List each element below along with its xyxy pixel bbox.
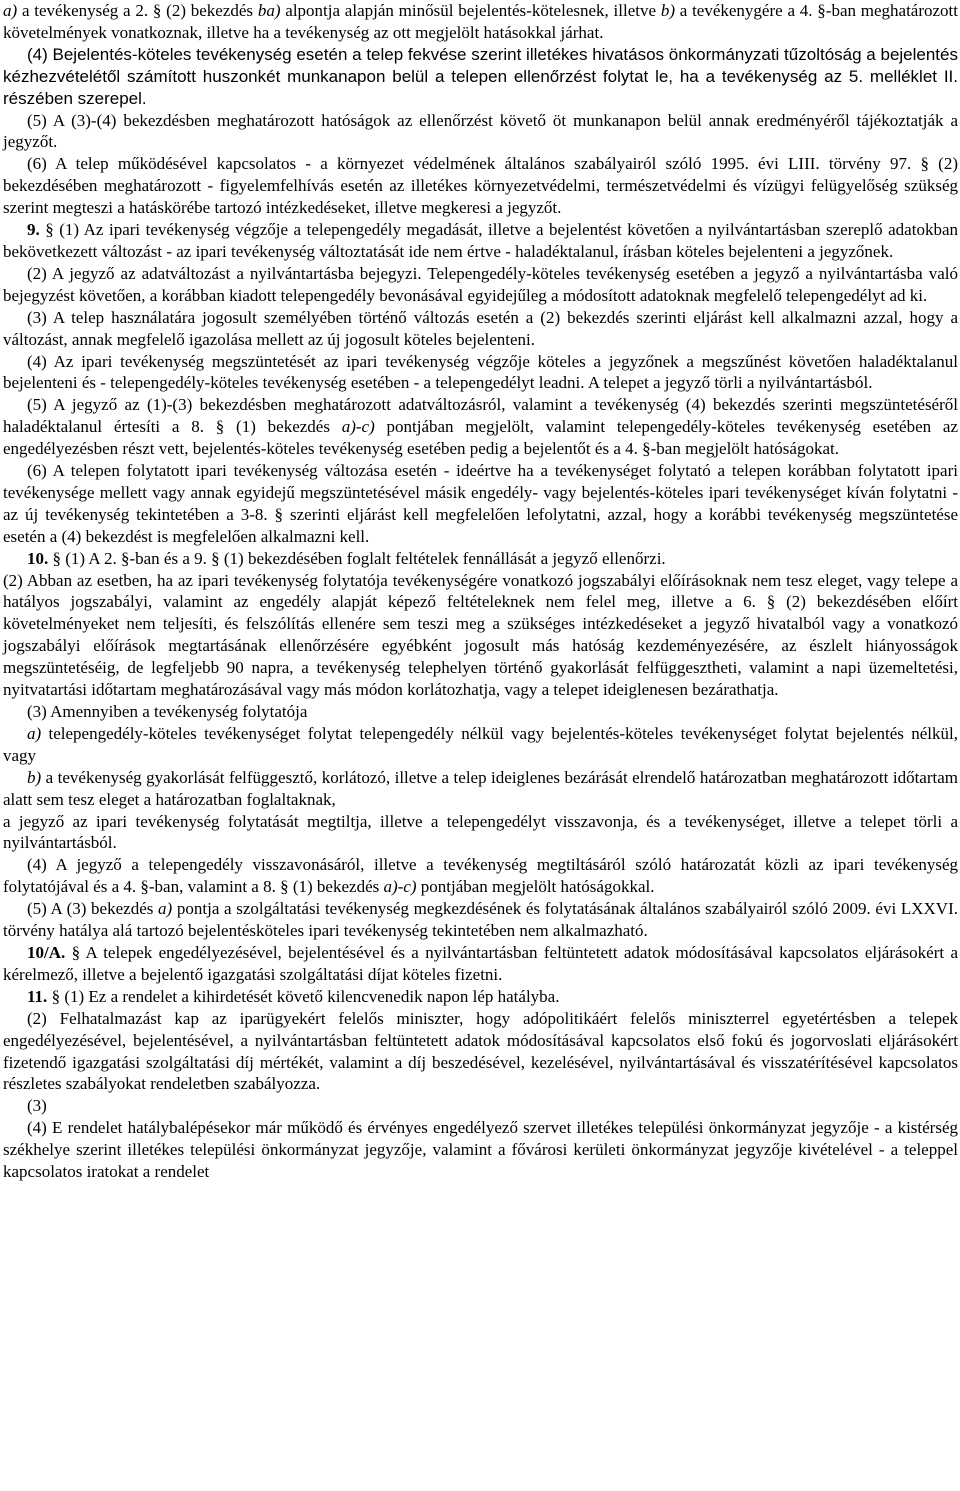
italic-reference: ba) xyxy=(257,1,281,20)
paragraph-p14 xyxy=(3,723,958,767)
paragraph-p11 xyxy=(3,548,958,570)
section-number: 11. xyxy=(27,986,48,1006)
paragraph-text: § (1) Az ipari tevékenység végzője a telepengedély megadását, illetve a bejelentést követően a nyilvántartásban szereplő adatokban bekövetkezett változást - az ipari tevékenység változtatását ide nem értve - haladéktalanul, írásban köteles bejelenteni a jegyzőnek. xyxy=(3,220,958,261)
italic-reference: a) xyxy=(3,1,18,20)
paragraph-p17 xyxy=(3,854,958,898)
paragraph-p23 xyxy=(3,1117,958,1183)
paragraph-p20 xyxy=(3,986,958,1008)
paragraph-text: (3) Amennyiben a tevékenység folytatója xyxy=(27,702,308,721)
paragraph-text: a jegyző az ipari tevékenység folytatását megtiltja, illetve a telepengedélyt visszavonja, és a tevékenységet, illetve a telepet törli a nyilvántartásból. xyxy=(3,811,958,853)
italic-reference: a) xyxy=(158,899,173,919)
paragraph-p4 xyxy=(3,153,958,219)
paragraph-text: § A telepek engedélyezésével, bejelentésével és a nyilvántartásban feltüntetett adatok módosításával kapcsolatos eljárásokért a kérelmező, illetve a bejelentő igazgatási szolgáltatási díjat köteles fizetni. xyxy=(3,942,958,984)
italic-reference: b) xyxy=(27,767,42,787)
paragraph-p16 xyxy=(3,811,958,855)
paragraph-p19 xyxy=(3,942,958,986)
paragraph-p21 xyxy=(3,1008,958,1096)
paragraph-text: (3) A telep használatára jogosult személyében történő változás esetén a (2) bekezdés szerinti eljárást kell alkalmazni azzal, hogy a változást, annak megfelelő igazolása mellett az új jogosult köteles bejelenteni. xyxy=(3,307,958,349)
paragraph-text: a tevékenység a 2. § (2) bekezdés xyxy=(17,1,258,20)
paragraph-p8 xyxy=(3,351,958,395)
paragraph-text: (6) A telep működésével kapcsolatos - a környezet védelmének általános szabályairól szóló 1995. évi LIII. törvény 97. § (2) bekezdésében meghatározott - figyelemfelhívás esetén az illetékes környezetvédelmi, természetvédelmi és vízügyi felügyelőség szükség szerint megteszi a hatáskörébe tartozó intézkedéseket, illetve megkeresi a jegyzőt. xyxy=(3,154,958,218)
paragraph-text: (4) Az ipari tevékenység megszüntetését az ipari tevékenység végzője köteles a jegyzőnek a megszűnést követően haladéktalanul bejelenteni és - telepengedély-köteles tevékenység esetében - a telepengedélyt leadni. A telepet a jegyző törli a nyilvántartásból. xyxy=(3,351,958,393)
paragraph-text: a tevékenygére a 4. §-ban meghatározott követelmények vonatkoznak, illetve ha a tevékenység az ott megjelölt hatásokkal járhat. xyxy=(3,1,959,42)
paragraph-p12 xyxy=(3,570,958,701)
paragraph-p5 xyxy=(3,219,958,263)
paragraph-text: (4) Bejelentés-köteles tevékenység esetén a telep fekvése szerint illetékes hivatásos önkormányzati tűzoltóság a bejelentés kézhezvételétől számított huszonkét munkanapon belül a telepen ellenőrzést folytat le, ha a tevékenység az 5. melléklet II. részében szerepel. xyxy=(3,44,958,108)
paragraph-text: pontjában megjelölt hatóságokkal. xyxy=(416,877,655,897)
italic-reference: b) xyxy=(660,1,675,20)
paragraph-text: a tevékenység gyakorlását felfüggesztő, korlátozó, illetve a telep ideiglenes bezárását elrendelő határozatban meghatározott időtartam alatt sem tesz eleget a határozatban foglaltaknak, xyxy=(3,767,958,809)
section-number: 9. xyxy=(27,220,40,240)
paragraph-p6 xyxy=(3,263,958,307)
paragraph-p10 xyxy=(3,460,958,548)
paragraph-p2 xyxy=(3,44,958,110)
paragraph-p7 xyxy=(3,307,958,351)
paragraph-text: (5) A (3)-(4) bekezdésben meghatározott hatóságok az ellenőrzést követő öt munkanapon belül annak eredményéről tájékoztatják a jegyzőt. xyxy=(3,110,958,152)
paragraph-text: (2) Felhatalmazást kap az iparügyekért felelős miniszter, hogy adópolitikáért felelős miniszterrel egyetértésben a telepek engedélyezésével, bejelentésével, a nyilvántartásban feltüntetett adatok módosításával kapcsolatos első fokú és jogorvoslati eljárásokért fizetendő igazgatási szolgáltatási díj mértékét, valamint a díj beszedésével, kezelésével, nyilvántartásával és visszatérítésével kapcsolatos részletes szabályokat rendeletben szabályozza. xyxy=(3,1008,958,1094)
paragraph-text: (6) A telepen folytatott ipari tevékenység változása esetén - ideértve ha a tevékenységet folytató a telepen korábban folytatott ipari tevékenysége mellett vagy annak egyidejű megszüntetésével másik engedély- vagy bejelentés-köteles ipari tevékenységet kíván folytatni - az új tevékenység tekintetében a 3-8. § szerinti eljárást kell megfelelően lefolytatni, azzal, hogy a korábbi tevékenység megszüntetése esetén a (4) bekezdést is megfelelően alkalmazni kell. xyxy=(3,461,958,546)
paragraph-text: § (1) A 2. §-ban és a 9. § (1) bekezdésében foglalt feltételek fennállását a jegyző ellenőrzi. xyxy=(48,548,666,568)
paragraph-text: (2) Abban az esetben, ha az ipari tevékenység folytatója tevékenységére vonatkozó jogszabályi előírásoknak nem tesz eleget, vagy telepe a hatályos jogszabályi, valamint az engedély alapját képező feltételeknek nem felel meg, illetve a 6. § (2) bekezdésében előírt követelményeket nem teljesíti, és felszólítás ellenére sem teszi meg a szükséges intézkedéseket a jegyző hivatalból vagy a vonatkozó jogszabályi előírások megtartásának ellenőrzésére egyébként jogosult más hatóság kezdeményezésére, az észlelt hiányosságok megszüntetéséig, de legfeljebb 90 napra, a tevékenység telephelyen történő gyakorlását felfüggesztheti, valamint a napi üzemeltetési, nyitvatartási időtartam meghatározásával vagy más módon korlátozhatja, vagy a telepet ideiglenesen bezárathatja. xyxy=(3,570,958,700)
paragraph-p3 xyxy=(3,110,958,154)
paragraph-text: (3) xyxy=(27,1096,47,1116)
document-page xyxy=(3,0,958,1183)
paragraph-text: telepengedély-köteles tevékenységet folytat telepengedély nélkül vagy bejelentés-köteles tevékenységet folytat bejelentés nélkül, vagy xyxy=(3,723,958,765)
paragraph-text: (5) A (3) bekezdés xyxy=(27,899,159,919)
section-number: 10/A. xyxy=(27,942,66,962)
paragraph-text: (4) E rendelet hatálybalépésekor már működő és érvényes engedélyező szervet illetékes települési önkormányzat jegyzője - a kistérség székhelye szerint illetékes települési önkormányzat jegyzője, valamint a fővárosi kerületi önkormányzat jegyzője kivételével - a teleppel kapcsolatos iratokat a rendelet xyxy=(3,1118,958,1182)
paragraph-p15 xyxy=(3,767,958,811)
italic-reference: a) xyxy=(27,723,42,743)
section-number: 10. xyxy=(27,548,49,568)
paragraph-text: (2) A jegyző az adatváltozást a nyilvántartásba bejegyzi. Telepengedély-köteles tevékenység esetében a jegyző a nyilvántartásba való bejegyzést követően, a korábban kiadott telepengedély bevonásával egyidejűleg a módosított adatoknak megfelelő telepengedélyt ad ki. xyxy=(3,263,958,305)
italic-reference: a)-c) xyxy=(383,877,417,897)
paragraph-text: (4) A jegyző a telepengedély visszavonásáról, illetve a tevékenység megtiltásáról szóló határozatát közli az ipari tevékenység folytatójával és a 4. §-ban, valamint a 8. § (1) bekezdés xyxy=(3,855,958,897)
paragraph-text: pontja a szolgáltatási tevékenység megkezdésének és folytatásának általános szabályairól szóló 2009. évi LXXVI. törvény hatálya alá tartozó bejelentésköteles ipari tevékenység tekintetében nem alkalmazható. xyxy=(3,899,958,941)
paragraph-p22 xyxy=(3,1095,958,1117)
paragraph-text: § (1) Ez a rendelet a kihirdetését követő kilencvenedik napon lép hatályba. xyxy=(47,986,560,1006)
paragraph-p1 xyxy=(3,0,958,44)
paragraph-p9 xyxy=(3,394,958,460)
paragraph-text: alpontja alapján minősül bejelentés-kötelesnek, illetve xyxy=(280,1,661,20)
paragraph-p13 xyxy=(3,701,958,723)
italic-reference: a)-c) xyxy=(341,417,375,437)
paragraph-p18 xyxy=(3,898,958,942)
paragraph-text: (5) A jegyző az (1)-(3) bekezdésben meghatározott adatváltozásról, valamint a tevékenység (4) bekezdés szerinti megszüntetéséről haladéktalanul értesíti a 8. § (1) bekezdés xyxy=(3,395,958,437)
paragraph-text: pontjában megjelölt, valamint telepengedély-köteles tevékenység esetében az engedélyezésben részt vett, bejelentés-köteles tevékenység esetében pedig a bejelentőt és a 4. §-ban megjelölt hatóságokat. xyxy=(3,417,958,459)
